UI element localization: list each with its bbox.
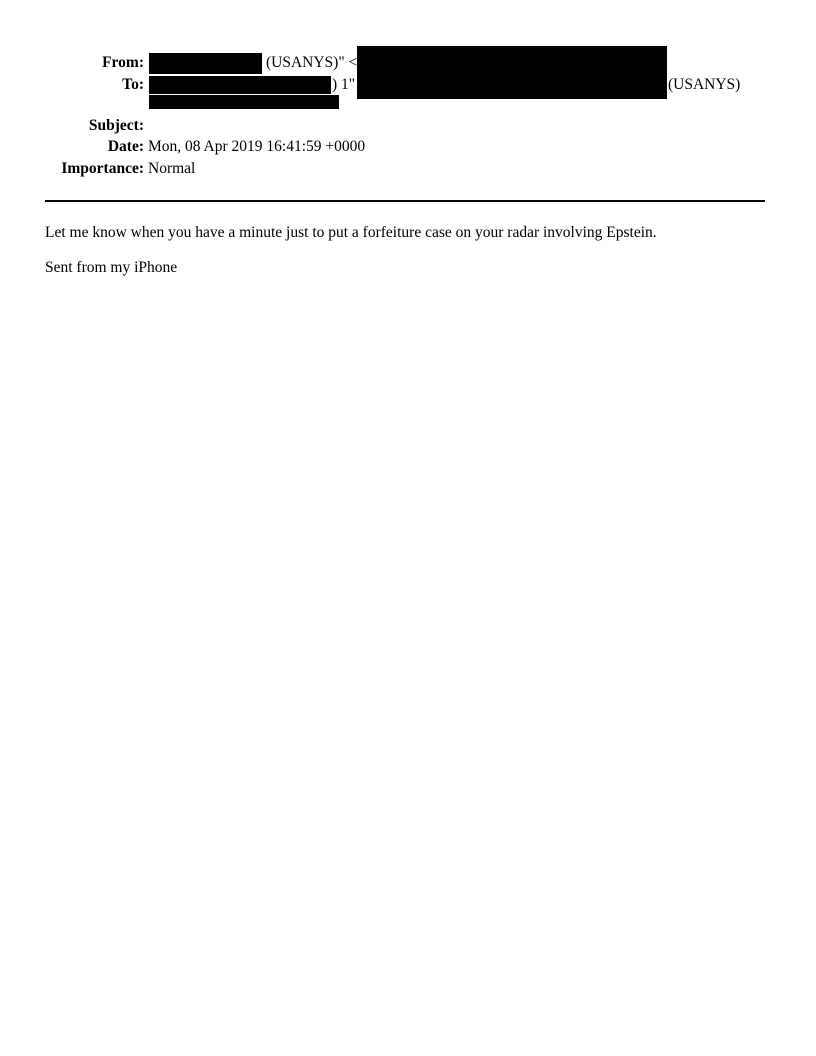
importance-value: Normal [148,160,196,177]
to-text-2: (USANYS) [668,76,741,93]
from-label: From: [102,54,144,71]
from-text: (USANYS)" < [266,54,358,71]
header-divider [45,200,765,202]
date-label: Date: [107,138,144,155]
to-email-redaction [357,71,667,99]
message-body-line: Let me know when you have a minute just to put a forfeiture case on your radar involving Epstein. [45,224,657,241]
message-signature: Sent from my iPhone [45,259,178,276]
to-text-1: ) 1" [332,76,356,93]
subject-label: Subject: [88,117,144,134]
from-name-redaction [149,53,262,74]
to-label: To: [122,76,144,93]
to-name-redaction-2 [149,95,339,109]
importance-label: Importance: [61,160,144,177]
date-value: Mon, 08 Apr 2019 16:41:59 +0000 [148,138,366,155]
to-name-redaction [149,76,331,94]
